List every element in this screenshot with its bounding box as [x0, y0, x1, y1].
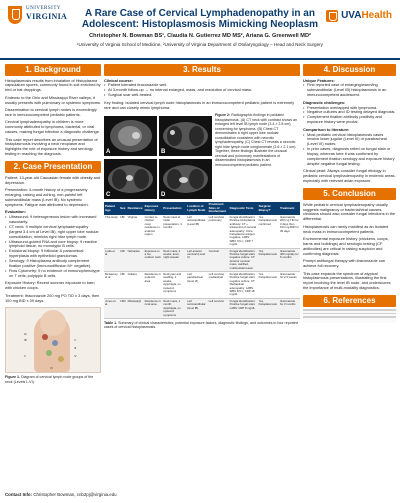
table-cell: 16F	[119, 272, 126, 299]
unique-features-list	[303, 83, 396, 98]
bullet-item: • CT neck: 9 multiple cervical lymphadenopathy (largest 3.4 cm at Level IB), right upper lobe nodular consolidation, mimicks right hilar lymph node.	[5, 225, 101, 240]
figure-2-block	[104, 113, 300, 199]
bullet-item: • Ultrasound-guided FNA and core biopsy: 9 reactive lymphoid tissue, no monotypic B cells.	[5, 240, 101, 250]
affiliations: ¹University of Virginia School of Medicine, ²University of Virginia Department of Otolaryngology – Head and Neck Surgery	[77, 42, 323, 47]
ct-letter: D	[161, 192, 166, 199]
table-cell: Left paratracheal (level VI)	[186, 272, 207, 299]
table-cell: Indiana	[127, 272, 144, 299]
table-cell: Exposure to a fox, outdoor work	[144, 248, 163, 271]
background-paragraph: Cervical lymphadenopathy in children is more commonly attributed to lymphoma, bacterial, or viral causes, making fungal infection a diagnostic challenge.	[5, 119, 100, 135]
column-right	[303, 64, 396, 323]
table-cell: Yes, histoplasmosis	[258, 298, 279, 318]
table-cell: Fungal identification: Positive fungal stain; LABS: CRP 8 mg/dL	[229, 298, 258, 318]
ct-image-b	[159, 116, 212, 156]
uva-shield-icon	[8, 6, 22, 24]
table-cell: 15F	[119, 215, 126, 248]
background-paragraph: Dissemination to cervical lymph nodes is exceedingly rare in immunocompetent pediatric patients.	[5, 107, 97, 117]
table-cell: 16M	[119, 298, 126, 318]
references-list	[303, 309, 396, 323]
bullet-item: • At 3-month follow-up → no interval enlarged, mass, and resolution of cervical mass.	[104, 88, 300, 93]
background-text	[5, 79, 101, 158]
table-header-cell: Exposure History	[144, 202, 163, 215]
bullet-item: • In prior cases, diagnosis relied on fungal stain or biopsy, whereas here it was confirmed by complement fixation serology and exposure history despite negative fungal testing.	[303, 147, 396, 167]
eval-list	[5, 215, 101, 279]
table-cell: Itraconazole for 3 months	[279, 298, 300, 318]
node-level-label: VI	[50, 366, 53, 371]
figure-2-caption: Figure 2: Radiographic findings in pediatric histoplasmosis. (A) CT neck with contrast shows an enlarged left level IB lymph node (3.4 × 2.8 cm), concerning for lymphoma. (B) Chest CT demonstrates a right upper lobe nodular consolidation consistent with necrotic lymphadenopathy. (C) Chest CT reveals a necrotic right hilar lymph node conglomerate (2.6 × 2.1 cm). Together, these findings illustrate the unusual cervical and pulmonary manifestations of disseminated histoplasmosis in an immunocompetent pediatric patient.	[215, 113, 298, 167]
bullet-item: • Ultrasound: 9 heterogeneous lesion with increased vascularity.	[5, 215, 101, 225]
figure-1-caption: Figure 1. Diagram of cervical lymph node groups of the neck (Levels I–VI).	[5, 375, 94, 384]
results-text	[104, 79, 300, 111]
table-cell: Residence in rural area	[144, 298, 163, 318]
author-list: Christopher N. Bowman BS¹, Claudia N. Gutierrez MD MS², Ariana G. Greenwell MD²	[89, 33, 311, 39]
column-left	[5, 64, 101, 384]
case-eval-label: Evaluation:	[5, 209, 26, 215]
section-heading-discussion: 4. Discussion	[303, 64, 396, 76]
table-cell: Left cervical, pulmonary	[208, 215, 229, 248]
reference-line	[303, 313, 396, 315]
bullet-item: • Negative cultures and ID testing delayed diagnosis.	[303, 110, 396, 115]
table-body	[104, 215, 300, 318]
table-header-cell: Prominent Sites of Involvement	[208, 202, 229, 215]
table-cell: Cervical	[208, 248, 229, 271]
node-level-label: IB	[24, 338, 27, 343]
case-presentation: Presentation: 4-month history of a progressively enlarging, raising and aching, non-painful left submandibular mass (Level IB). No systemic symptoms. Fatigue was attributed to depression.	[5, 187, 89, 207]
case-exposure: Exposure History: Recent summer exposure to barn with chicken coops.	[5, 280, 95, 291]
table-1-caption: Table 1. Summary of clinical characteristics, potential exposure factors, diagnostic findings, and outcomes in four reported cases of cervical histoplasmosis.	[104, 320, 298, 330]
table-cell: Neck mass, 2 weeks; fever, night sweats	[162, 248, 186, 271]
node-level-label: V	[24, 354, 26, 359]
bullet-item: • First reported case of enlarging/warm/ing submandibular (Level IB) histoplasmosis in an immunocompetent adolescent.	[303, 83, 396, 98]
bullet-item: • Flow Cytometry: 9 no evidence of immunophenotype on T cells; polytypic B cells.	[5, 269, 101, 279]
table-header-cell: Location of Lymph Node	[186, 202, 207, 215]
node-level-label: II	[74, 338, 76, 343]
bullet-item: • Surgical scar well-healed.	[104, 93, 300, 98]
uva-health-logo	[326, 8, 392, 24]
section-heading-results: 3. Results	[104, 64, 300, 76]
table-cell: Itraconazole for 2.5 weeks	[279, 272, 300, 299]
ct-letter: A	[106, 149, 111, 156]
challenges-title: Diagnostic challenges:	[303, 99, 346, 105]
reference-line	[303, 316, 396, 318]
comparison-title: Comparison to literature:	[303, 126, 350, 132]
ct-image-c	[104, 159, 157, 199]
bullet-item: • Presentation overlapped with lymphoma.	[303, 106, 396, 111]
uva-logo	[8, 6, 72, 28]
ct-letter: C	[106, 192, 111, 199]
table-cell: Yes, histoplasmosis	[258, 272, 279, 299]
figure-1-neck-diagram	[5, 307, 101, 373]
table-row	[104, 272, 300, 299]
table-cell: Left cervical, mediastinal	[208, 272, 229, 299]
table-cell: Residence in endemic area	[144, 272, 163, 299]
table-cell: Neck pain and swelling, 2 weeks; dysphagia, no systemic symptoms	[162, 272, 186, 299]
contact-label: Contact Info:	[5, 492, 33, 497]
table-cell: Jones et al.	[104, 298, 119, 318]
comparison-list	[303, 133, 396, 167]
table-row	[104, 298, 300, 318]
uva-logo-line2: VIRGINIA	[26, 12, 68, 21]
table-header-cell: Surgical Biopsy?	[258, 202, 279, 215]
table-cell: Yes, histoplasmosis	[258, 248, 279, 271]
bullet-item: • Patient tolerated itraconazole well.	[104, 83, 300, 88]
table-row	[104, 248, 300, 271]
table-cell: Contact to chicken coop, residence in endemic region	[144, 215, 163, 248]
ct-image-d	[159, 159, 212, 199]
poster-header	[0, 0, 400, 60]
ct-image-a	[104, 116, 157, 156]
conclusion-paragraph: This case expands the spectrum of atypical histoplasmosis presentations, illustrating the first report involving the level IB node, and underscores the importance of multi-modality diagnostics.	[303, 270, 391, 291]
poster-title: A Rare Case of Cervical Lymphadenopathy in an Adolescent: Histoplasmosis Mimicking Neoplasm	[81, 8, 319, 30]
table-header-cell: Patient Age	[104, 202, 119, 215]
ct-row	[104, 159, 212, 199]
table-cell: Left submandibular (Level IB)	[186, 215, 207, 248]
clinical-course-list	[104, 83, 300, 98]
section-heading-background: 1. Background	[5, 64, 101, 76]
table-row	[104, 215, 300, 248]
conclusion-paragraph: While pediatric cervical lymphadenopathy usually suggests malignancy or bacterial/viral causes, clinicians should also consider fungal infections in the differential.	[303, 201, 396, 222]
table-cell: This study	[104, 215, 119, 248]
table-cell: McGarvey et al.	[104, 272, 119, 299]
challenges-list	[303, 106, 396, 126]
conclusion-text	[303, 203, 396, 292]
clinical-pearl: Clinical pearl: Always consider fungal etiology in pediatric cervical lymphadenopathy in endemic areas, especially with relevant avian exposure.	[303, 168, 396, 184]
table-cell: Left submandibular (level IB)	[186, 298, 207, 318]
ct-image-grid	[104, 113, 212, 199]
case-patient: Patient: 13-year-old Caucasian female with obesity and depression.	[5, 174, 101, 185]
case-text	[5, 176, 101, 304]
contact-email[interactable]: Christopher Bowman, cnb2pj@virginia.edu	[33, 492, 117, 497]
table-header-cell: Sex	[119, 202, 126, 215]
table-header-row	[104, 202, 300, 215]
node-level-label: IV	[74, 354, 77, 359]
reference-line	[303, 309, 396, 311]
table-cell: Nebraska	[127, 248, 144, 271]
table-header-cell: Diagnostic Tests	[229, 202, 258, 215]
bullet-item: • Serology: 9 Histoplasma antibody complement fixation positive (Immunodiffusion M+ negative).	[5, 259, 101, 269]
column-middle	[104, 64, 300, 330]
uva-health-logo-suffix: Health	[361, 9, 392, 21]
conclusion-paragraph: Prompt antifungal therapy with itraconazole can achieve full recovery.	[303, 258, 385, 269]
uva-health-shield-icon	[326, 10, 338, 22]
section-heading-case: 2. Case Presentation	[5, 161, 101, 173]
table-cell: Fungal identification: Positive fungal stain; negative culture. CT: Anterior cervical mass, calcified, multinodular lesion	[229, 248, 258, 271]
table-cell: Left cervical	[208, 298, 229, 318]
node-level-label: III	[74, 346, 77, 351]
uva-logo-line1: UNIVERSITY	[26, 6, 61, 11]
table-cell: Neck mass at initial presentation, 4 months	[162, 215, 186, 248]
node-level-label: IA	[24, 332, 27, 337]
background-paragraph: This case report describes an unusual presentation of histoplasmosis involving a neck neoplasm and highlights the role of exposure history and serology testing in reaching the diagnosis.	[5, 136, 98, 157]
table-cell: Virginia	[127, 215, 144, 248]
bullet-item: • Most pediatric cervical histoplasmosis cases involve lower jugular (Level III) or paratracheal (Level VI) nodes.	[303, 133, 396, 148]
discussion-text	[303, 79, 396, 185]
background-paragraph: Histoplasmosis results from inhalation of Histoplasma capsulatum spores, commonly found in soil enriched by bird or bat droppings.	[5, 77, 101, 93]
key-finding: Key finding: Isolated cervical lymph node histoplasmosis in an immunocompetent pediatric patient is extremely rare and can closely mimic lymphoma.	[104, 99, 295, 110]
section-heading-conclusion: 5. Conclusion	[303, 188, 396, 200]
table-cell: Mississippi	[127, 298, 144, 318]
unique-features-title: Unique Features:	[303, 77, 335, 83]
table-header-cell: Residence	[127, 202, 144, 215]
conclusion-paragraph: Environmental exposure history (chickens, coops, barns and buildings) and serologic testing (CF antibodies) are critical in raising suspicion and confirming diagnosis.	[303, 236, 389, 256]
table-cell: 10F	[119, 248, 126, 271]
background-paragraph: Endemic to the Ohio and Mississippi River valleys, it usually presents with pulmonary or systemic symptoms.	[5, 94, 102, 105]
case-treatment: Treatment: Itraconazole 200 mg PO TID x 3 days, then 100 mg BID x 39 days.	[5, 292, 100, 303]
case-comparison-table	[104, 202, 300, 318]
table-cell: Fungal identification: Positive histoplasma antibody; CT + ultrasound of cervical adenopathy; Urine histoplasma antigen: negative; LABS: WBC 9.6 L; CRP 7 mg/dL	[229, 214, 257, 247]
table-cell: Itraconazole 200 mg TID for 3 days then 100 mg BID for 39 days	[279, 215, 300, 248]
table-cell: Neck mass, 1 month; dysphagia, no systemic symptoms	[162, 298, 186, 318]
clinical-course-title: Clinical course:	[104, 77, 133, 83]
table-cell: Yes, histoplasmosis confirmed	[258, 215, 279, 248]
bullet-item: • Complement fixation antibody positivity and exposure history were pivotal.	[303, 115, 396, 125]
section-heading-references: 6. References	[303, 295, 396, 307]
uva-health-logo-prefix: UVA	[341, 9, 362, 21]
table-cell: Fungal identification: Positive fungal stain; negative culture. CT: Mediastinal adenopathy; LABS: WBC 8.5 L; CRP 18 mg/dL	[229, 272, 258, 299]
table-header-cell: Treatment	[279, 202, 300, 215]
bullet-item: • Excisional biopsy: 9 follicular & paracortical hyperplasia with epithelioid granulomas.	[5, 249, 101, 259]
table-cell: Itraconazole 400 mg/day for 6 months	[279, 248, 300, 271]
table-header-cell: Presentation	[162, 202, 186, 215]
ct-letter: B	[161, 149, 166, 156]
contact-info	[5, 492, 117, 497]
conclusion-paragraph: Histoplasmosis can rarely manifest as an isolated neck mass in immunocompetent patients.	[303, 223, 389, 234]
table-cell: Left anterior cervical (Level II)	[186, 248, 207, 271]
ct-row	[104, 116, 212, 156]
table-cell: Lydia et al.	[104, 248, 119, 271]
